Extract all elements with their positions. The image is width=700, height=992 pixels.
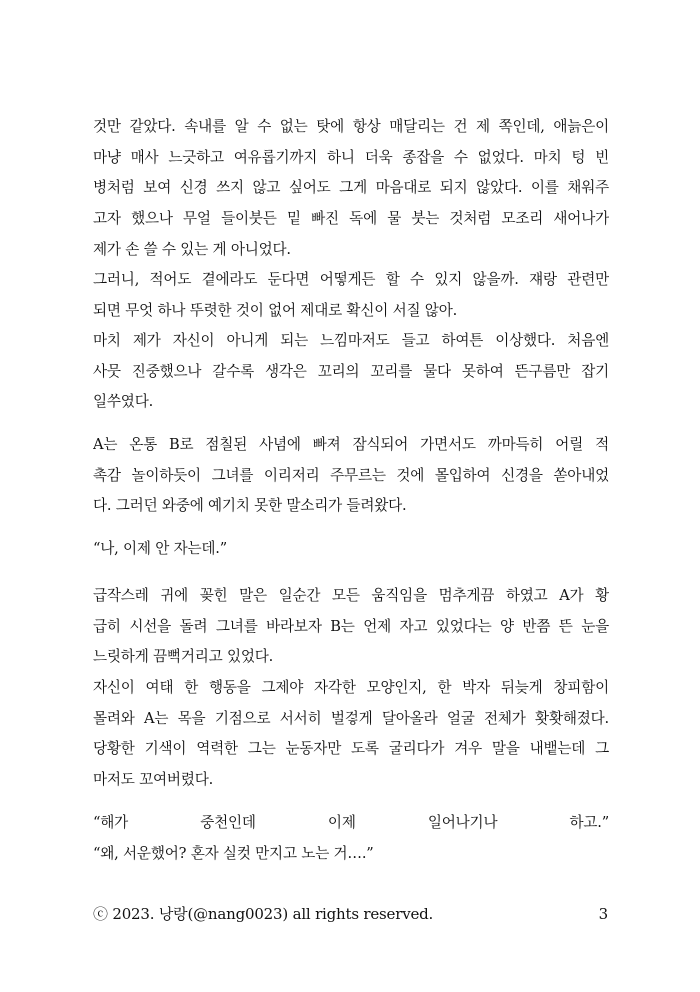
text-line: 되면 무엇 하나 뚜렷한 것이 없어 제대로 확신이 서질 않아.	[93, 301, 458, 319]
text-line: “나, 이제 안 자는데.”	[93, 540, 227, 557]
paragraph	[93, 430, 609, 522]
text-line: 마치 제가 자신이 아니게 되는 느낌마저도 들고 하여튼 이상했다. 처음엔	[93, 332, 609, 349]
paragraph	[93, 326, 609, 418]
copyright-footer: ⓒ 2023. 낭랑(@nang0023) all rights reserved.	[93, 905, 434, 923]
text-line: “왜, 서운했어? 혼자 실컷 만지고 노는 거….”	[93, 844, 374, 862]
text-line: 고자 했으나 무얼 들이붓든 밑 빠진 독에 물 붓는 것처럼 모조리 새어나가	[93, 210, 609, 228]
text-line: 마냥 매사 느긋하고 여유롭기까지 하니 더욱 종잡을 수 없었다. 마치 텅 빈	[93, 148, 609, 166]
paragraph	[93, 808, 609, 869]
text-line: A는 온통 B로 점칠된 사념에 빠져 잠식되어 가면서도 까마득히 어릴 적	[93, 436, 609, 453]
text-line: 느릿하게 끔뻑거리고 있었다.	[93, 648, 274, 666]
text-line: “해가 중천인데 이제 일어나기나 하고.”	[93, 814, 609, 831]
text-line: 그러니, 적어도 곁에라도 둔다면 어떻게든 할 수 있지 않을까. 쟤랑 관련만	[93, 271, 609, 288]
text-line: 당황한 기색이 역력한 그는 눈동자만 도록 굴리다가 겨우 말을 내뱉는데 그	[93, 740, 609, 758]
text-line: 병처럼 보여 신경 쓰지 않고 싶어도 그게 마음대로 되지 않았다. 이를 채워주	[93, 179, 609, 197]
text-line: 촉감 놀이하듯이 그녀를 이리저리 주무르는 것에 몰입하여 신경을 쏟아내었	[93, 466, 609, 484]
text-line: 급히 시선을 돌려 그녀를 바라보자 B는 언제 자고 있었다는 양 반쯤 뜬 눈을	[93, 617, 609, 635]
text-line: 일쑤였다.	[93, 393, 154, 411]
text-line: 다. 그러던 와중에 예기치 못한 말소리가 들려왔다.	[93, 497, 407, 515]
text-line: 것만 같았다. 속내를 알 수 없는 탓에 항상 매달리는 건 제 쪽인데, 애늙은이	[93, 118, 609, 135]
text-line: 사뭇 진중했으나 갈수록 생각은 꼬리의 꼬리를 물다 못하여 뜬구름만 잡기	[93, 362, 609, 380]
text-line: 제가 손 쓸 수 있는 게 아니었다.	[93, 240, 291, 258]
text-line: 마저도 꼬여버렸다.	[93, 771, 214, 789]
text-line: 자신이 여태 한 행동을 그제야 자각한 모양인지, 한 박자 뒤늦게 창피함이	[93, 679, 609, 696]
paragraph	[93, 581, 609, 673]
text-line: 급작스레 귀에 꽂힌 말은 일순간 모든 움직임을 멈추게끔 하였고 A가 황	[93, 587, 609, 604]
paragraph	[93, 673, 609, 796]
page-number: 3	[598, 905, 608, 923]
paragraph	[93, 265, 609, 326]
text-line: 몰려와 A는 목을 기점으로 서서히 벌겋게 달아올라 얼굴 전체가 홧홧해졌다.	[93, 709, 609, 727]
paragraph	[93, 534, 609, 565]
paragraph	[93, 112, 609, 265]
